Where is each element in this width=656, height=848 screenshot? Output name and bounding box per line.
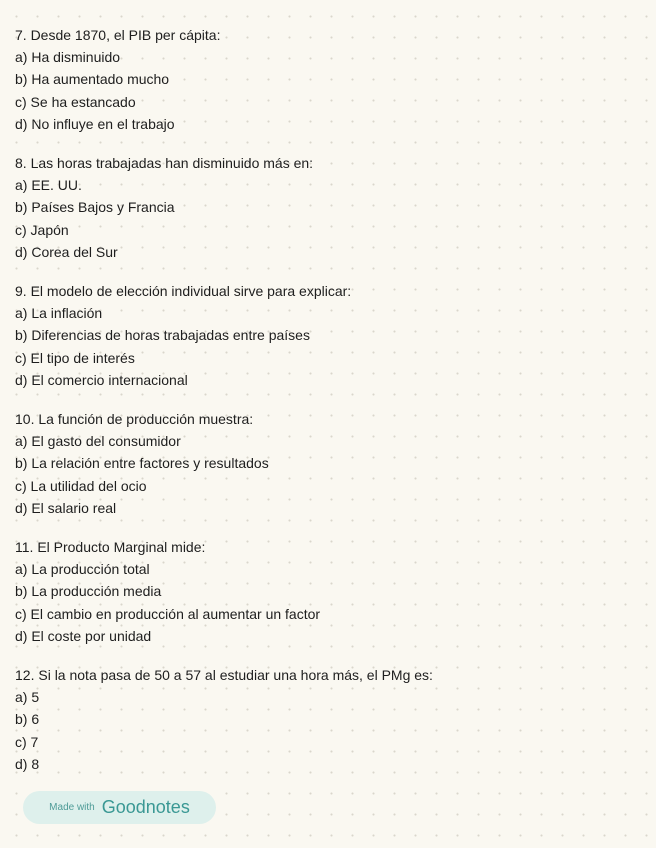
option-d: d) No influye en el trabajo [15,115,175,132]
question-11 [15,536,635,647]
option-d: d) Corea del Sur [15,243,118,260]
option-b: b) La relación entre factores y resultados [15,455,269,472]
option-a: a) 5 [15,689,40,706]
option-a: a) EE. UU. [15,177,82,194]
option-a: a) El gasto del consumidor [15,433,181,450]
question-text: 10. La función de producción muestra: [15,411,254,428]
option-c: c) Se ha estancado [15,93,136,110]
question-7 [15,24,635,135]
question-9 [15,280,635,391]
badge-brand: Goodnotes [101,797,190,817]
option-b: b) La producción media [15,583,162,600]
made-with-goodnotes-badge[interactable] [23,791,216,824]
option-a: a) La inflación [15,305,103,322]
option-c: c) 7 [15,733,39,750]
option-b: b) Ha aumentado mucho [15,71,170,88]
question-10 [15,408,635,519]
question-text: 11. El Producto Marginal mide: [15,539,206,556]
option-c: c) El tipo de interés [15,349,135,366]
question-text: 7. Desde 1870, el PIB per cápita: [15,27,221,43]
option-c: c) El cambio en producción al aumentar un factor [15,605,321,622]
worksheet-page [15,24,635,792]
option-b: b) Países Bajos y Francia [15,199,175,216]
option-b: b) Diferencias de horas trabajadas entre países [15,327,310,344]
option-c: c) Japón [15,221,69,238]
option-c: c) La utilidad del ocio [15,477,147,494]
option-d: d) 8 [15,755,40,772]
question-text: 9. El modelo de elección individual sirve para explicar: [15,283,352,300]
option-d: d) El comercio internacional [15,371,188,388]
question-text: 12. Si la nota pasa de 50 a 57 al estudiar una hora más, el PMg es: [15,667,433,684]
question-8 [15,152,635,263]
question-text: 8. Las horas trabajadas han disminuido más en: [15,155,314,172]
option-d: d) El salario real [15,499,117,516]
option-b: b) 6 [15,711,40,728]
option-a: a) La producción total [15,561,150,578]
badge-prefix: Made with [49,802,95,813]
question-12 [15,664,635,775]
option-d: d) El coste por unidad [15,627,152,644]
option-a: a) Ha disminuido [15,49,121,66]
